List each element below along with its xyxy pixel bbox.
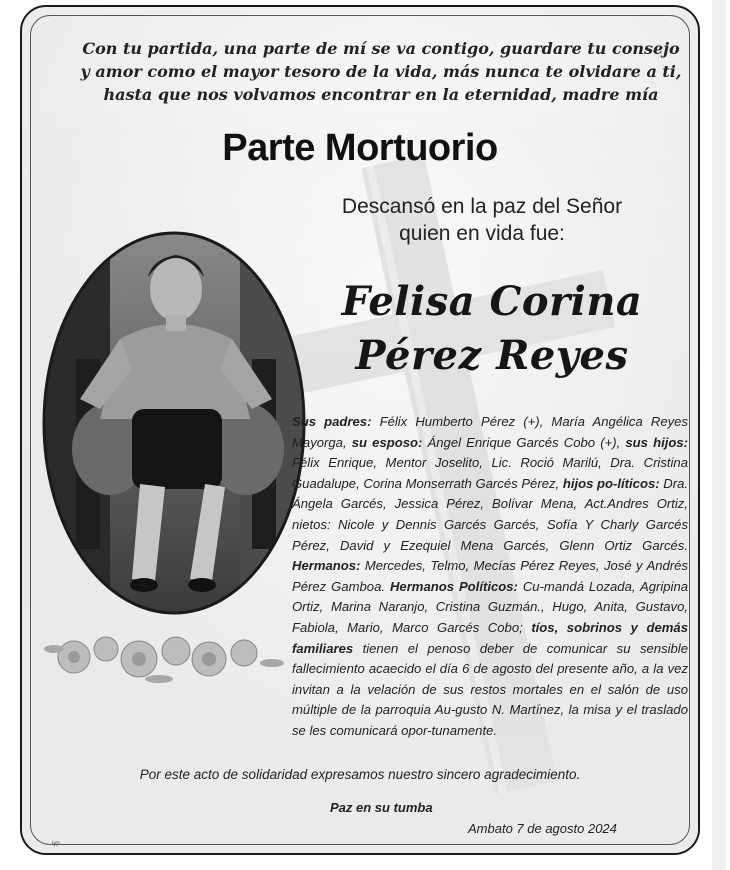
intro-text: [312, 193, 652, 247]
intro-line: Descansó en la paz del Señor: [341, 195, 623, 218]
deceased-name: [292, 275, 692, 383]
deceased-name-line: Felisa Corina: [341, 278, 643, 325]
closing-phrase: Paz en su tumba: [330, 800, 433, 815]
place-date: Ambato 7 de agosto 2024: [468, 821, 617, 836]
family-announcement-text: [292, 412, 688, 742]
parents-names: Félix Humberto Pérez (+), María Angélica Reyes Mayorga,: [292, 414, 689, 450]
children-names: Félix Enrique, Mentor Joselito, Lic. Roció Marilú, Dra. Cristina Guadalupe, Corina Monserrath Garcés Pérez,: [292, 455, 688, 491]
flower-garland-image: [44, 619, 284, 689]
epigraph: [72, 37, 690, 106]
thanks-text: Por este acto de solidaridad expresamos nuestro sincero agradecimiento.: [139, 767, 581, 782]
siblings-in-law-names: Cu-mandá Lozada, Agripina Ortiz, Marina Naranjo, Cristina Guzmán., Hugo, Anita, Gustavo, Fabiola, Mario, Marco Garcés Cobo;: [292, 578, 689, 635]
label-siblings: Hermanos:: [292, 558, 361, 574]
spouse-name: Ángel Enrique Garcés Cobo (+),: [422, 434, 626, 450]
label-relatives: tíos, sobrinos y demás familiares: [292, 619, 688, 656]
scrollbar[interactable]: [712, 0, 726, 870]
imprint-mark: iyp: [52, 841, 60, 847]
obituary-frame: [20, 5, 700, 855]
page-title: Parte Mortuorio: [222, 127, 498, 169]
deceased-portrait-photo: [40, 229, 308, 617]
label-siblings-in-law: Hermanos Políticos:: [389, 578, 518, 594]
siblings-names: Mercedes, Telmo, Mecías Pérez Reyes, José y Andrés Pérez Gamboa.: [292, 558, 688, 594]
epigraph-line: hasta que nos volvamos encontrar en la eternidad, madre mía: [103, 85, 659, 104]
epigraph-line: y amor como el mayor tesoro de la vida, más nunca te olvidare a ti,: [80, 62, 682, 81]
label-children: sus hijos:: [625, 434, 688, 450]
label-children-in-law: hijos po-líticos:: [562, 475, 660, 491]
label-parents: Sus padres:: [292, 414, 372, 429]
announcement-closing: tienen el penoso deber de comunicar su sensible fallecimiento acaecido el día 6 de agosto del presente año, a la vez invitan a la velación de sus restos mortales en el salón de uso múltiple de la parroquia Au-gusto N. Martínez, la misa y el traslado se les comunicará opor-tunamente.: [292, 640, 688, 738]
children-in-law-names: Dra. Ángela Garcés, Jessica Pérez, Bolívar Mena, Act.Andres Ortiz, nietos: Nicole y Dennis Garcés Garcés, Sofía Y Charly Garcés Pérez, David y Ezequiel Mena Garcés, Glenn Ortiz Garcés.: [292, 475, 688, 553]
epigraph-line: Con tu partida, una parte de mí se va contigo, guardare tu consejo: [82, 39, 680, 58]
intro-line: quien en vida fue:: [399, 222, 565, 245]
label-spouse: su esposo:: [351, 434, 423, 450]
deceased-name-line: Pérez Reyes: [355, 332, 629, 379]
